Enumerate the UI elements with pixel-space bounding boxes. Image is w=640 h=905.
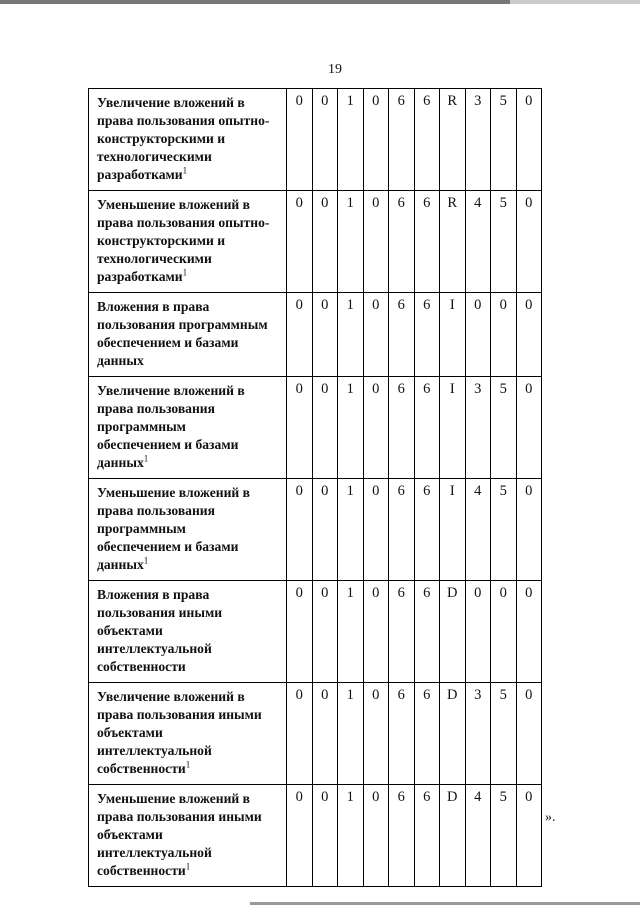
code-digit-cell: 0	[287, 293, 313, 377]
code-digit-cell: 6	[414, 191, 440, 293]
row-name-cell	[89, 683, 287, 785]
table-body	[89, 89, 542, 887]
code-digit-cell: 6	[389, 683, 415, 785]
code-digit-cell: 5	[491, 89, 517, 191]
table-row	[89, 293, 542, 377]
code-digit-cell: 1	[338, 191, 364, 293]
code-digit-cell: 0	[516, 479, 542, 581]
code-digit-cell: 0	[363, 581, 389, 683]
code-digit-cell: 6	[414, 479, 440, 581]
code-digit-cell: 0	[516, 377, 542, 479]
code-digit-cell: 0	[516, 89, 542, 191]
code-digit-cell: 6	[389, 581, 415, 683]
code-digit-cell: 0	[312, 191, 338, 293]
code-digit-cell: 0	[287, 581, 313, 683]
code-digit-cell: 5	[491, 191, 517, 293]
code-digit-cell: R	[440, 191, 466, 293]
code-digit-cell: 0	[491, 581, 517, 683]
code-digit-cell: 6	[414, 785, 440, 887]
code-digit-cell: 3	[465, 377, 491, 479]
code-digit-cell: 0	[287, 191, 313, 293]
code-digit-cell: 0	[287, 683, 313, 785]
scan-top-edge	[0, 0, 640, 4]
code-digit-cell: 0	[363, 89, 389, 191]
table-row	[89, 377, 542, 479]
code-digit-cell: 0	[312, 89, 338, 191]
code-digit-cell: 0	[465, 581, 491, 683]
closing-quote: ».	[545, 810, 556, 825]
code-digit-cell: D	[440, 785, 466, 887]
code-digit-cell: 0	[363, 191, 389, 293]
table-row	[89, 89, 542, 191]
row-name: Увеличение вложений в права пользования иными объектами интеллектуальной собственности	[97, 689, 262, 776]
code-digit-cell: 0	[516, 683, 542, 785]
code-digit-cell: 5	[491, 683, 517, 785]
code-digit-cell: 0	[363, 479, 389, 581]
code-digit-cell: 0	[287, 89, 313, 191]
footnote-mark: 1	[185, 759, 191, 770]
footnote-mark: 1	[185, 861, 191, 872]
code-digit-cell: 4	[465, 785, 491, 887]
code-digit-cell: 4	[465, 191, 491, 293]
row-name: Увеличение вложений в права пользования опытно- конструкторскими и технологическими разработками	[97, 95, 270, 182]
table-row	[89, 785, 542, 887]
row-name-cell	[89, 377, 287, 479]
code-digit-cell: 0	[363, 683, 389, 785]
code-digit-cell: 5	[491, 377, 517, 479]
code-digit-cell: 6	[414, 293, 440, 377]
footnote-mark: 1	[143, 453, 149, 464]
code-digit-cell: 6	[389, 377, 415, 479]
code-digit-cell: 6	[414, 377, 440, 479]
code-digit-cell: 1	[338, 89, 364, 191]
code-digit-cell: D	[440, 683, 466, 785]
row-name-cell	[89, 191, 287, 293]
code-digit-cell: 0	[287, 479, 313, 581]
code-digit-cell: 0	[312, 293, 338, 377]
row-name: Уменьшение вложений в права пользования иными объектами интеллектуальной собственности	[97, 791, 262, 878]
code-digit-cell: 0	[491, 293, 517, 377]
table-row	[89, 479, 542, 581]
code-digit-cell: I	[440, 479, 466, 581]
code-digit-cell: 1	[338, 377, 364, 479]
row-name-cell	[89, 479, 287, 581]
code-digit-cell: 3	[465, 89, 491, 191]
code-digit-cell: 0	[363, 377, 389, 479]
row-name-cell	[89, 293, 287, 377]
code-digit-cell: 1	[338, 293, 364, 377]
row-name: Увеличение вложений в права пользования программным обеспечением и базами данных	[97, 383, 245, 470]
page-number: 19	[328, 62, 342, 77]
code-digit-cell: 6	[389, 191, 415, 293]
footnote-mark: 1	[143, 555, 149, 566]
code-digit-cell: 0	[363, 785, 389, 887]
table-row	[89, 581, 542, 683]
code-digit-cell: R	[440, 89, 466, 191]
code-digit-cell: 0	[363, 293, 389, 377]
code-digit-cell: 0	[287, 785, 313, 887]
row-name: Уменьшение вложений в права пользования опытно- конструкторскими и технологическими разработками	[97, 197, 270, 284]
row-name-cell	[89, 89, 287, 191]
row-name: Уменьшение вложений в права пользования программным обеспечением и базами данных	[97, 485, 250, 572]
footnote-mark: 1	[182, 165, 188, 176]
code-digit-cell: 0	[312, 785, 338, 887]
code-digit-cell: 1	[338, 683, 364, 785]
code-digit-cell: D	[440, 581, 466, 683]
code-digit-cell: 6	[389, 89, 415, 191]
code-digit-cell: 6	[414, 89, 440, 191]
code-digit-cell: 0	[516, 191, 542, 293]
footnote-mark: 1	[182, 267, 188, 278]
code-digit-cell: 0	[516, 581, 542, 683]
code-digit-cell: 4	[465, 479, 491, 581]
row-name: Вложения в права пользования программным обеспечением и базами данных	[97, 299, 268, 368]
code-digit-cell: 5	[491, 479, 517, 581]
code-digit-cell: 0	[516, 785, 542, 887]
code-digit-cell: 5	[491, 785, 517, 887]
code-digit-cell: 6	[414, 581, 440, 683]
code-digit-cell: I	[440, 377, 466, 479]
code-digit-cell: 0	[465, 293, 491, 377]
row-name: Вложения в права пользования иными объектами интеллектуальной собственности	[97, 587, 223, 674]
code-digit-cell: 1	[338, 581, 364, 683]
code-digit-cell: 6	[389, 785, 415, 887]
table-row	[89, 683, 542, 785]
code-digit-cell: 1	[338, 785, 364, 887]
table-row	[89, 191, 542, 293]
account-codes-table	[88, 88, 542, 887]
code-digit-cell: I	[440, 293, 466, 377]
code-digit-cell: 3	[465, 683, 491, 785]
code-digit-cell: 0	[312, 683, 338, 785]
row-name-cell	[89, 581, 287, 683]
code-digit-cell: 1	[338, 479, 364, 581]
code-digit-cell: 0	[312, 581, 338, 683]
row-name-cell	[89, 785, 287, 887]
code-digit-cell: 0	[312, 377, 338, 479]
code-digit-cell: 0	[312, 479, 338, 581]
code-digit-cell: 0	[287, 377, 313, 479]
code-digit-cell: 6	[414, 683, 440, 785]
code-digit-cell: 6	[389, 479, 415, 581]
code-digit-cell: 6	[389, 293, 415, 377]
code-digit-cell: 0	[516, 293, 542, 377]
